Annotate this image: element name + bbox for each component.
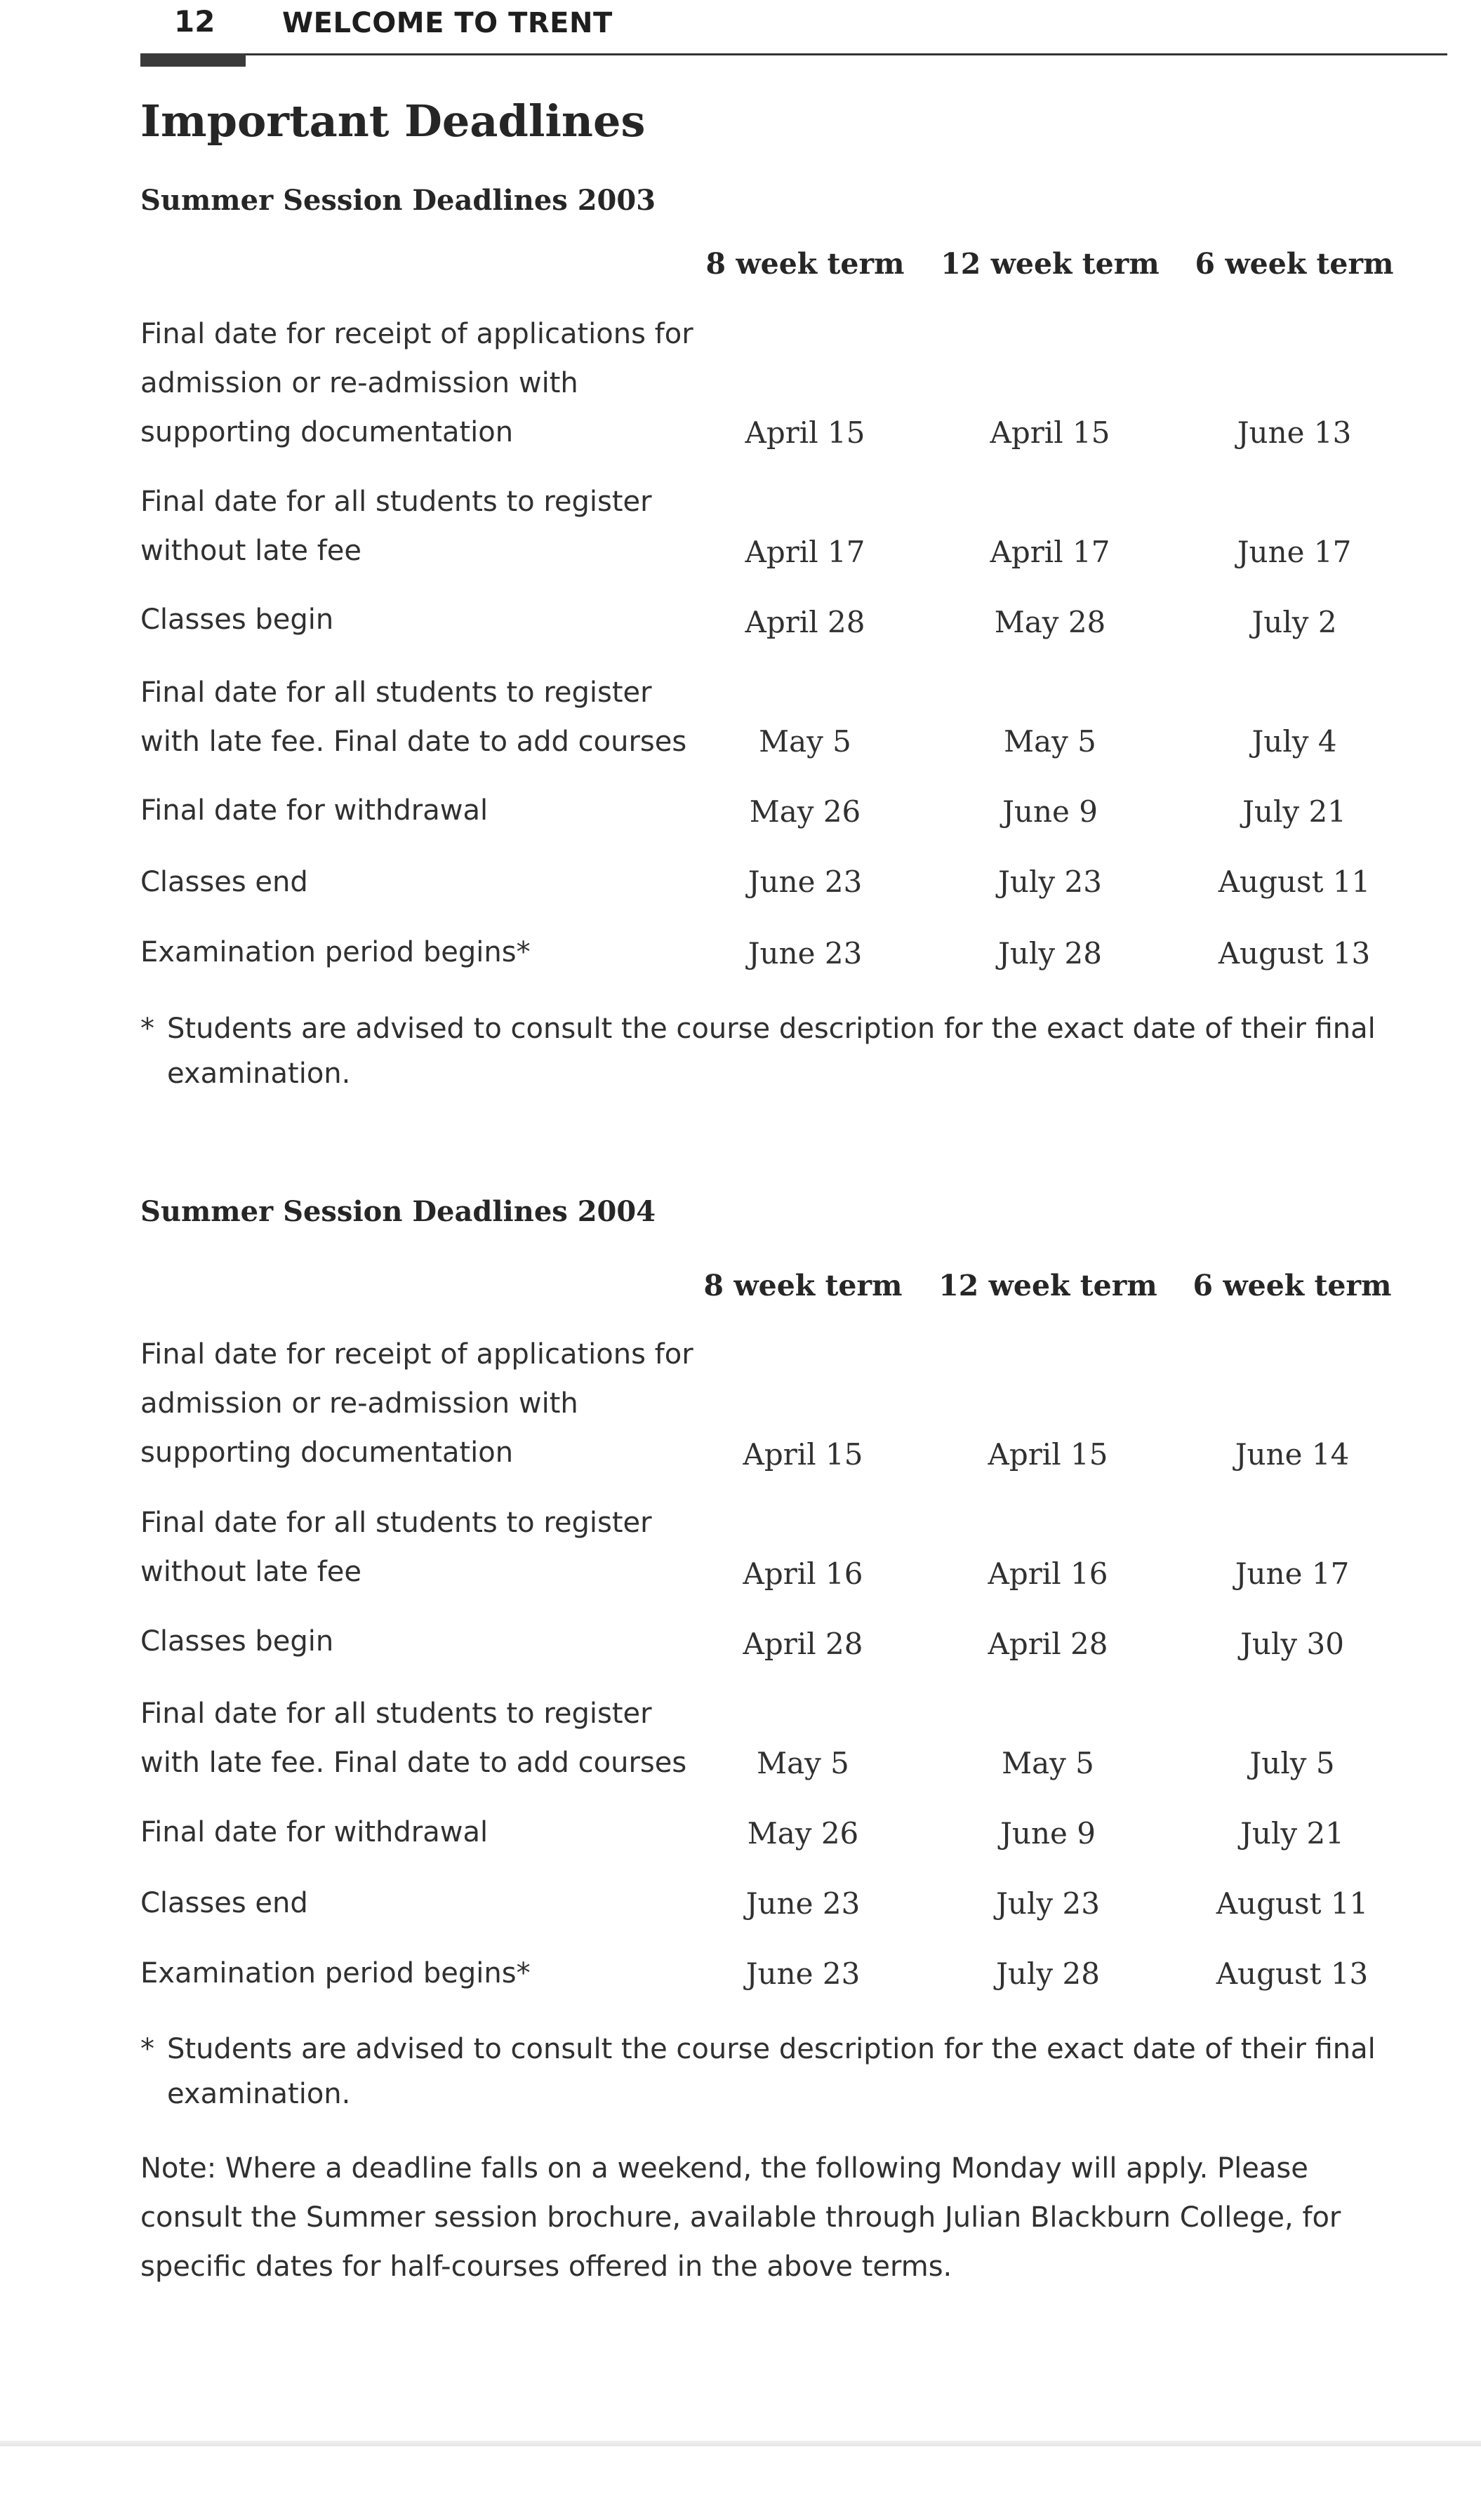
deadline-cell: May 26 — [747, 1816, 859, 1851]
deadline-cell: April 15 — [990, 415, 1110, 450]
row-label: Final date for all students to register with late fee. Final date to add courses — [140, 676, 687, 758]
deadline-cell: July 21 — [1240, 1816, 1344, 1851]
session-2004-title: Summer Session Deadlines 2004 — [140, 1195, 656, 1228]
deadline-cell: July 21 — [1242, 794, 1346, 829]
deadline-cell: June 9 — [1000, 1816, 1096, 1851]
deadline-cell: June 13 — [1237, 415, 1352, 450]
deadline-cell: June 14 — [1235, 1437, 1350, 1472]
row-label: Final date for receipt of applications for admission or re-admission with supporting documentation — [140, 318, 693, 448]
deadline-cell: June 17 — [1237, 535, 1352, 569]
deadline-cell: April 17 — [745, 535, 865, 569]
deadline-cell: June 23 — [745, 1886, 861, 1921]
deadline-cell: July 28 — [996, 1956, 1100, 1991]
row-label: Final date for receipt of applications for admission or re-admission with supporting documentation — [140, 1338, 693, 1469]
row-label: Final date for all students to register with late fee. Final date to add courses — [140, 1698, 687, 1779]
deadline-cell: August 13 — [1218, 936, 1371, 971]
row-label: Classes begin — [140, 604, 334, 636]
deadline-cell: August 11 — [1218, 865, 1371, 899]
footnote-text: Students are advised to consult the course description for the exact date of their final examination. — [167, 1013, 1376, 1090]
header-rule — [140, 53, 1447, 55]
row-label: Final date for all students to register without late fee — [140, 486, 652, 567]
deadline-cell: July 5 — [1249, 1746, 1335, 1780]
footnote-2004 — [140, 2027, 1425, 2116]
deadline-cell: April 16 — [988, 1556, 1108, 1591]
scan-bottom-edge — [0, 2441, 1481, 2446]
footnote-text: Students are advised to consult the course description for the exact date of their final examination. — [167, 2033, 1376, 2110]
page-title: Important Deadlines — [140, 95, 646, 147]
deadline-cell: May 5 — [759, 724, 851, 759]
deadline-cell: July 23 — [996, 1886, 1100, 1921]
deadline-cell: April 17 — [990, 535, 1110, 569]
column-header-6-week: 6 week term — [1193, 1269, 1392, 1302]
running-header — [140, 3, 1446, 52]
row-label: Classes end — [140, 1887, 308, 1919]
deadline-cell: July 28 — [998, 936, 1102, 971]
weekend-note: Note: Where a deadline falls on a weekend, the following Monday will apply. Please consult the Summer session brochure, available through Julian Blackburn College, for specific dates for half-courses offered in the above terms. — [140, 2152, 1341, 2283]
deadline-cell: May 5 — [1004, 724, 1096, 759]
footnote-marker: * — [140, 1013, 154, 1045]
page-number: 12 — [174, 4, 215, 39]
deadline-cell: April 15 — [988, 1437, 1108, 1472]
deadline-cell: July 4 — [1251, 724, 1337, 759]
deadline-cell: April 28 — [988, 1627, 1108, 1661]
column-header-8-week: 8 week term — [705, 247, 905, 281]
column-header-12-week: 12 week term — [938, 1269, 1157, 1302]
deadline-cell: June 23 — [748, 936, 863, 971]
deadline-cell: May 5 — [757, 1746, 849, 1780]
row-label: Final date for withdrawal — [140, 794, 489, 827]
row-label: Final date for all students to register without late fee — [140, 1507, 652, 1588]
deadline-cell: August 11 — [1216, 1886, 1369, 1921]
deadline-cell: July 23 — [998, 865, 1102, 899]
column-header-12-week: 12 week term — [941, 247, 1160, 281]
deadline-cell: April 28 — [743, 1627, 863, 1661]
deadline-cell: May 5 — [1002, 1746, 1094, 1780]
footnote-2003 — [140, 1006, 1425, 1096]
row-label: Classes end — [140, 866, 308, 898]
deadline-cell: April 28 — [745, 605, 865, 639]
column-header-6-week: 6 week term — [1195, 247, 1394, 281]
deadline-cell: July 2 — [1251, 605, 1337, 639]
row-label: Final date for withdrawal — [140, 1816, 489, 1848]
deadline-cell: June 23 — [748, 865, 863, 899]
deadline-cell: May 26 — [749, 794, 861, 829]
deadline-cell: April 16 — [743, 1556, 863, 1591]
deadline-cell: June 17 — [1235, 1556, 1350, 1591]
row-label: Classes begin — [140, 1625, 334, 1658]
deadline-cell: June 9 — [1002, 794, 1098, 829]
deadline-cell: April 15 — [745, 415, 865, 450]
session-2003-title: Summer Session Deadlines 2003 — [140, 184, 656, 217]
header-rule-accent — [140, 53, 246, 67]
deadline-cell: June 23 — [745, 1956, 861, 1991]
section-name: WELCOME TO TRENT — [282, 7, 613, 39]
footnote-marker: * — [140, 2033, 154, 2065]
row-label: Examination period begins* — [140, 1957, 531, 1989]
deadline-cell: May 28 — [994, 605, 1106, 639]
row-label: Examination period begins* — [140, 936, 531, 968]
deadline-cell: July 30 — [1240, 1627, 1344, 1661]
deadline-cell: April 15 — [743, 1437, 863, 1472]
deadline-cell: August 13 — [1216, 1956, 1369, 1991]
column-header-8-week: 8 week term — [703, 1269, 903, 1302]
